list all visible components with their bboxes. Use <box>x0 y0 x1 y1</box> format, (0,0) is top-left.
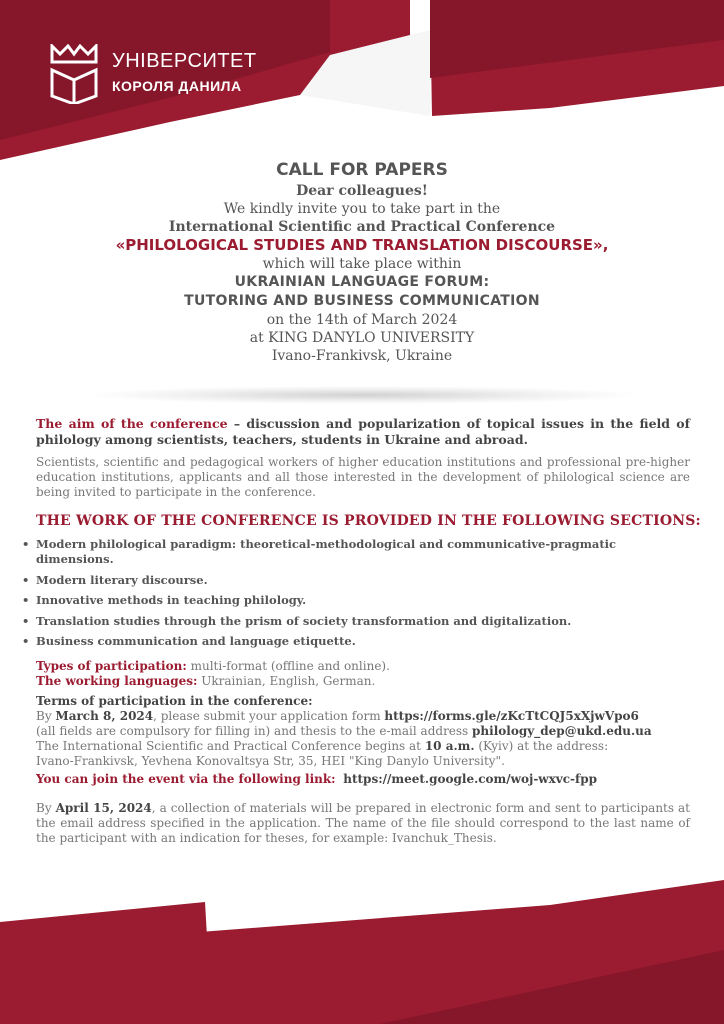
logo-university-word: УНІВЕРСИТЕТ <box>112 50 257 72</box>
terms-deadline: March 8, 2024 <box>55 709 154 723</box>
forum-line-2: TUTORING AND BUSINESS COMMUNICATION <box>184 293 540 309</box>
terms-email-line <box>36 724 690 739</box>
participation-info <box>36 659 690 689</box>
page-title: CALL FOR PAPERS <box>276 160 448 180</box>
sections-list <box>22 537 690 649</box>
bottom-left-red-shape <box>0 902 212 1024</box>
terms-begins-line <box>36 739 690 754</box>
types-value: multi-format (offline and online). <box>186 659 390 673</box>
materials-text: , a collection of materials will be prepared in electronic form and sent to participants at the email address specified in the application. The name of the file should correspond to the last name of the participant with an indication for theses, for example: Ivanchuk_Thesis. <box>36 801 690 845</box>
aim-text: – discussion and popularization of topical issues in the field of philology among scientists, teachers, students in Ukraine and abroad. <box>36 416 690 447</box>
invite-line: We kindly invite you to take part in the <box>223 201 501 217</box>
materials-by: By <box>36 801 56 815</box>
header-divider-shadow <box>90 386 634 404</box>
conference-date: on the 14th of March 2024 <box>266 312 458 328</box>
join-label: You can join the event via the following link: <box>36 772 336 786</box>
conference-venue: at KING DANYLO UNIVERSITY <box>249 330 475 346</box>
main-content <box>36 416 701 846</box>
email-link[interactable]: philology_dep@ukd.edu.ua <box>472 724 652 738</box>
within-line: which will take place within <box>262 256 462 272</box>
aim-label: The aim of the conference <box>36 416 228 431</box>
section-item: • Business communication and language etiquette. <box>22 634 690 649</box>
sections-title: THE WORK OF THE CONFERENCE IS PROVIDED IN THE FOLLOWING SECTIONS: <box>36 513 701 529</box>
terms-fields-text: (all fields are compulsory for filling in) and thesis to the e-mail address <box>36 724 473 738</box>
call-header <box>0 158 724 365</box>
meet-link[interactable]: https://meet.google.com/woj-wxvc-fpp <box>343 772 597 786</box>
terms-submit-line <box>36 709 690 724</box>
participants-paragraph: Scientists, scientific and pedagogical workers of higher education institutions and professional pre-higher education institutions, applicants and all those interested in the development of philological science are being invited to participate in the conference. <box>36 455 690 499</box>
section-item: • Modern literary discourse. <box>22 573 690 588</box>
university-logo <box>48 44 257 106</box>
terms-by: By <box>36 709 56 723</box>
logo-university-name: КОРОЛЯ ДАНИЛА <box>112 78 242 94</box>
section-item: • Modern philological paradigm: theoretical-methodological and communicative-pragmatic dimensions. <box>22 537 690 567</box>
forum-line-1: UKRAINIAN LANGUAGE FORUM: <box>234 274 490 290</box>
materials-paragraph <box>36 801 690 846</box>
aim-paragraph <box>36 416 690 448</box>
terms-block <box>36 694 690 787</box>
terms-begins-text: The International Scientific and Practical Conference begins at <box>36 739 425 753</box>
application-form-link[interactable]: https://forms.gle/zKcTtCQJ5xXjwVpo6 <box>384 709 639 723</box>
languages-label: The working languages: <box>36 674 198 688</box>
terms-address: Ivano-Frankivsk, Yevhena Konovaltsya Str, 35, HEI "King Danylo University". <box>36 754 505 768</box>
join-line <box>36 772 690 787</box>
materials-date: April 15, 2024 <box>55 801 152 815</box>
languages-value: Ukrainian, English, German. <box>197 674 376 688</box>
terms-time-suffix: (Kyiv) at the address: <box>474 739 609 753</box>
crown-book-icon <box>48 44 100 104</box>
terms-title: Terms of participation in the conference: <box>36 694 313 708</box>
conference-name: «PHILOLOGICAL STUDIES AND TRANSLATION DISCOURSE», <box>115 236 609 254</box>
conference-city: Ivano-Frankivsk, Ukraine <box>271 348 453 364</box>
types-label: Types of participation: <box>36 659 187 673</box>
greeting: Dear colleagues! <box>296 183 428 199</box>
terms-submit-text: , please submit your application form <box>153 709 385 723</box>
conference-type: International Scientific and Practical Conference <box>168 219 556 235</box>
section-item: • Innovative methods in teaching philology. <box>22 593 690 608</box>
terms-time: 10 a.m. <box>424 739 475 753</box>
section-item: • Translation studies through the prism of society transformation and digitalization. <box>22 614 690 629</box>
